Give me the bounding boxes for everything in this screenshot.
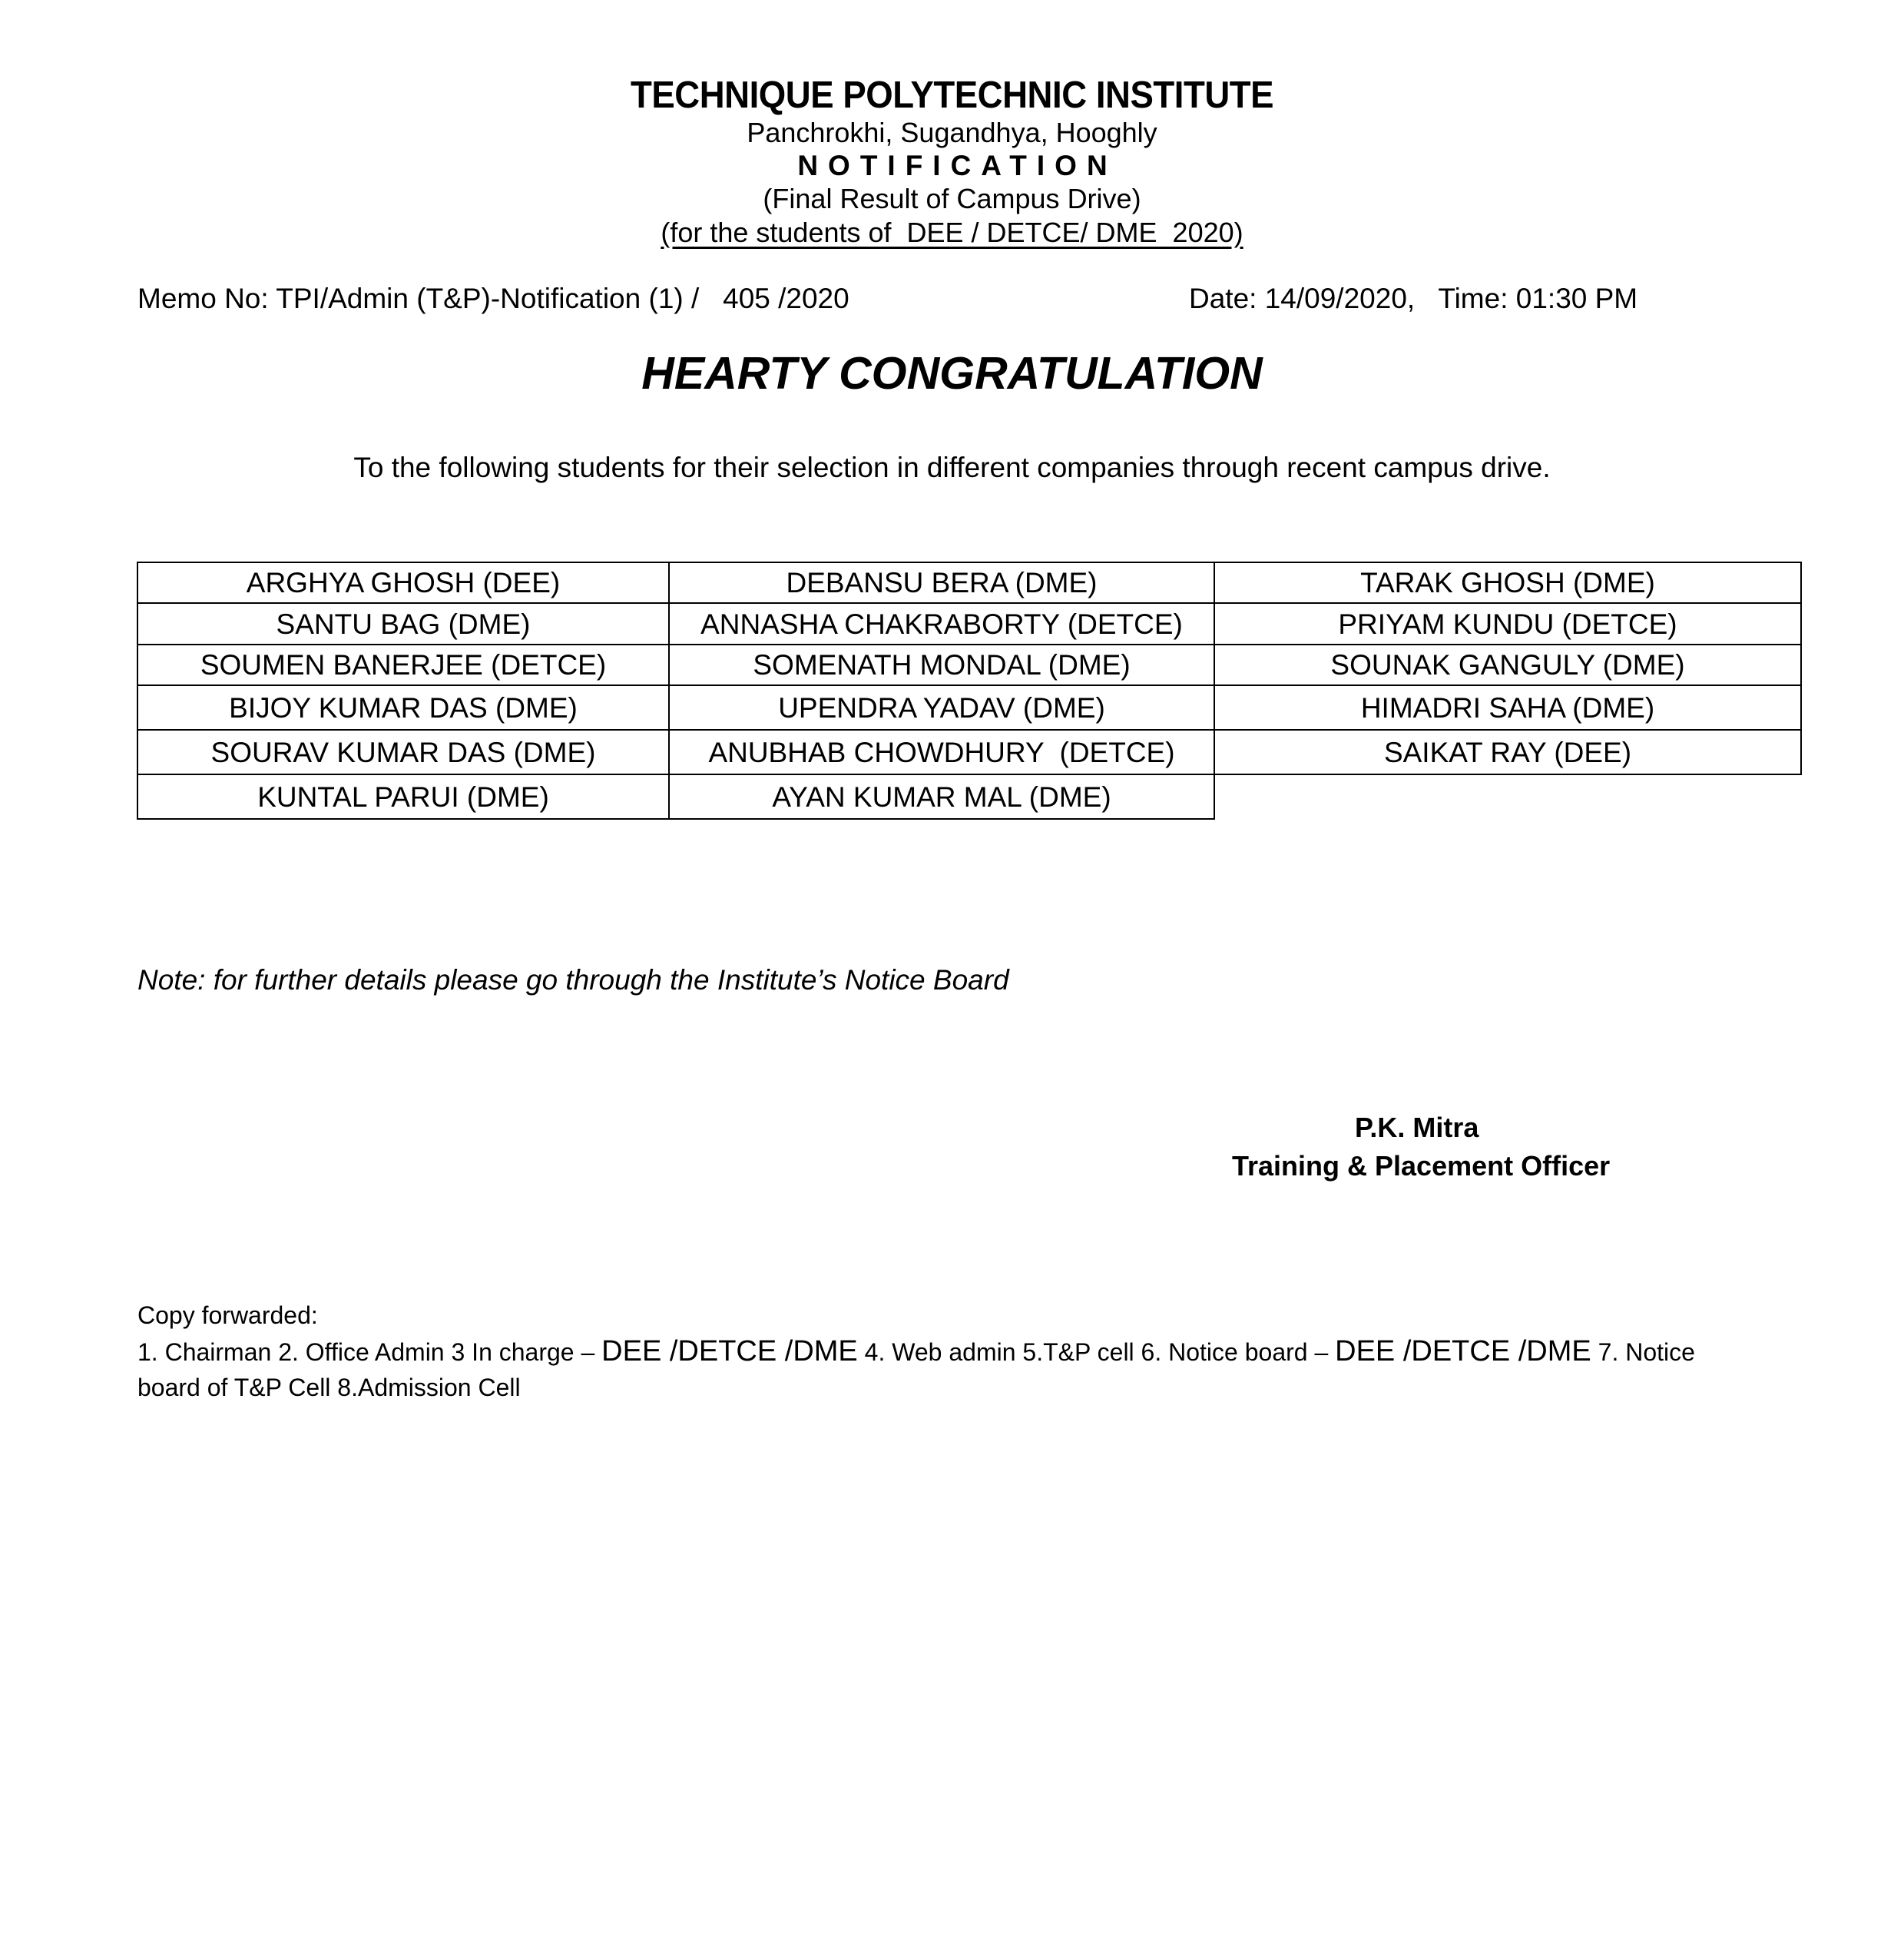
table-cell: PRIYAM KUNDU (DETCE) (1214, 603, 1801, 645)
table-cell: SAIKAT RAY (DEE) (1214, 730, 1801, 774)
table-cell: ANUBHAB CHOWDHURY (DETCE) (669, 730, 1214, 774)
copy-forwarded-list (137, 1334, 1750, 1405)
table-row (137, 774, 1801, 819)
table-cell: ANNASHA CHAKRABORTY (DETCE) (669, 603, 1214, 645)
copy-part-3: 7. Notice board of T&P Cell 8.Admission Cell (137, 1338, 1695, 1401)
memo-date-time: Date: 14/09/2020, Time: 01:30 PM (1189, 283, 1638, 314)
table-cell: UPENDRA YADAV (DME) (669, 685, 1214, 730)
memo-number: Memo No: TPI/Admin (T&P)-Notification (1) / 405 /2020 (137, 283, 849, 314)
intro-text: To the following students for their selection in different companies through recent campus drive. (353, 452, 1551, 483)
copy-forwarded-label: Copy forwarded: (137, 1301, 318, 1329)
table-cell: DEBANSU BERA (DME) (669, 562, 1214, 603)
table-row (137, 685, 1801, 730)
table-cell: BIJOY KUMAR DAS (DME) (137, 685, 669, 730)
table-cell: SOUMEN BANERJEE (DETCE) (137, 645, 669, 685)
table-cell: SOMENATH MONDAL (DME) (669, 645, 1214, 685)
table-cell: KUNTAL PARUI (DME) (137, 774, 669, 819)
students-table (137, 562, 1802, 820)
note-text: Note: for further details please go through the Institute’s Notice Board (137, 964, 1009, 996)
table-row (137, 645, 1801, 685)
students-line (0, 217, 1904, 249)
table-cell: SOURAV KUMAR DAS (DME) (137, 730, 669, 774)
students-line-text: (for the students of DEE / DETCE/ DME 2020) (661, 217, 1243, 248)
table-cell: AYAN KUMAR MAL (DME) (669, 774, 1214, 819)
signatory-title: Training & Placement Officer (1232, 1150, 1611, 1182)
table-cell: ARGHYA GHOSH (DEE) (137, 562, 669, 603)
table-row (137, 603, 1801, 645)
copy-departments-2: DEE /DETCE /DME (1335, 1335, 1591, 1367)
table-cell-empty (1214, 774, 1801, 819)
notification-label: NOTIFICATION (797, 150, 1118, 181)
headline: HEARTY CONGRATULATION (641, 348, 1263, 399)
table-cell: HIMADRI SAHA (DME) (1214, 685, 1801, 730)
table-cell: SANTU BAG (DME) (137, 603, 669, 645)
table-row (137, 562, 1801, 603)
copy-part-2: 4. Web admin 5.T&P cell 6. Notice board – (857, 1338, 1336, 1366)
table-cell: TARAK GHOSH (DME) (1214, 562, 1801, 603)
copy-part-1: 1. Chairman 2. Office Admin 3 In charge – (137, 1338, 602, 1366)
table-cell: SOUNAK GANGULY (DME) (1214, 645, 1801, 685)
signatory-name: P.K. Mitra (1355, 1112, 1479, 1143)
institute-address: Panchrokhi, Sugandhya, Hooghly (747, 117, 1157, 148)
institute-name: TECHNIQUE POLYTECHNIC INSTITUTE (630, 75, 1274, 116)
table-row (137, 730, 1801, 774)
copy-departments-1: DEE /DETCE /DME (601, 1335, 858, 1367)
notification-subtitle: (Final Result of Campus Drive) (763, 183, 1141, 214)
